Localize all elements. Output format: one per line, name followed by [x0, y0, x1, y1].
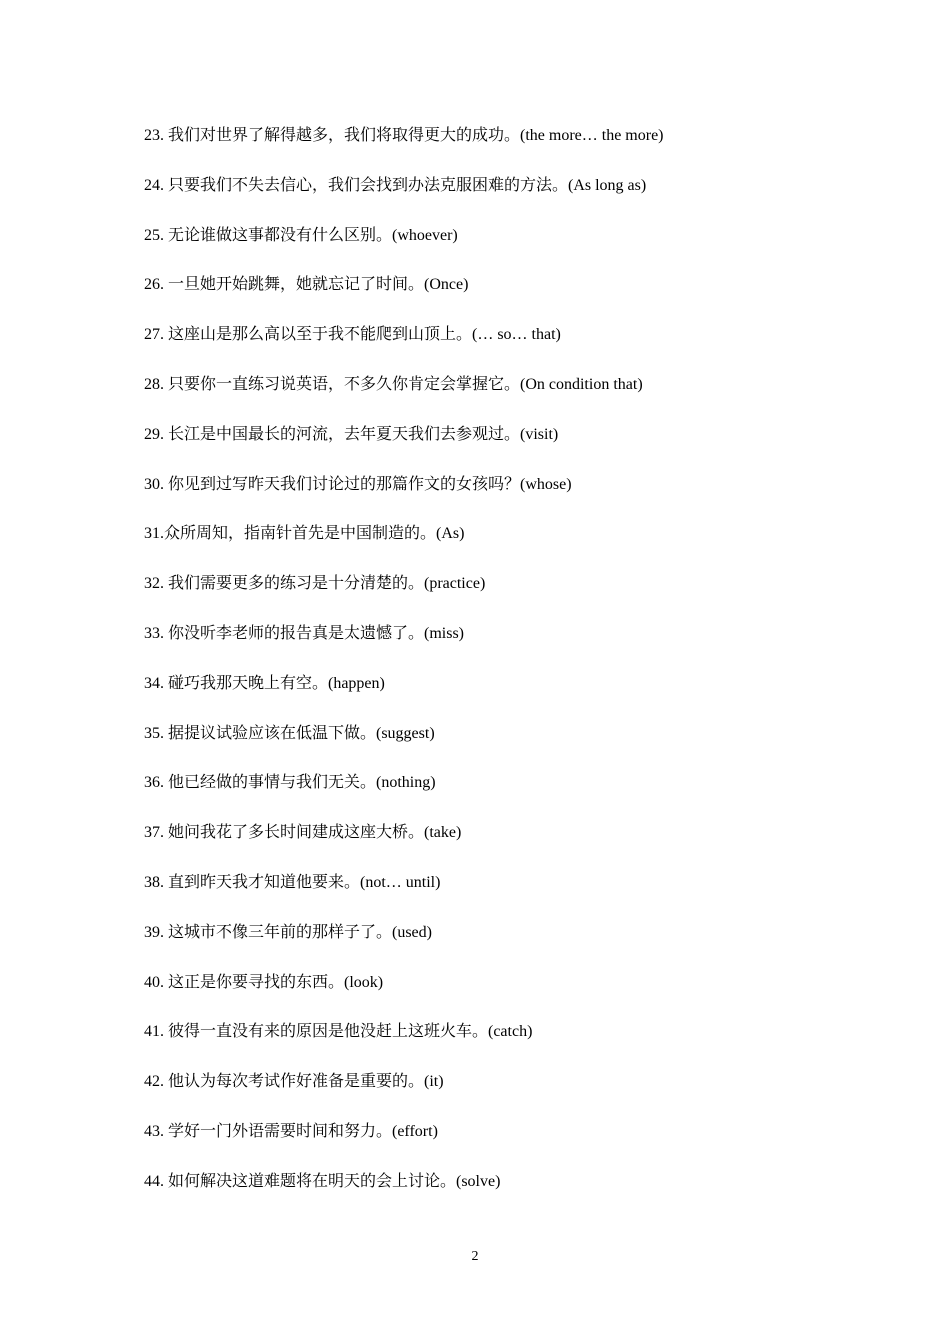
exercise-item-39: 39. 这城市不像三年前的那样子了。(used) — [144, 923, 432, 941]
exercise-item-37: 37. 她问我花了多长时间建成这座大桥。(take) — [144, 824, 462, 842]
exercise-list — [144, 124, 844, 1220]
exercise-item-35: 35. 据提议试验应该在低温下做。(suggest) — [144, 724, 435, 742]
page-number: 2 — [471, 1249, 479, 1264]
exercise-item-40: 40. 这正是你要寻找的东西。(look) — [144, 973, 384, 991]
exercise-item-26: 26. 一旦她开始跳舞，她就忘记了时间。(Once) — [144, 276, 469, 294]
exercise-item-34: 34. 碰巧我那天晚上有空。(happen) — [144, 674, 385, 692]
exercise-item-38: 38. 直到昨天我才知道他要来。(not… until) — [144, 873, 441, 891]
exercise-item-44: 44. 如何解决这道难题将在明天的会上讨论。(solve) — [144, 1172, 501, 1190]
exercise-item-43: 43. 学好一门外语需要时间和努力。(effort) — [144, 1122, 438, 1140]
exercise-item-33: 33. 你没听李老师的报告真是太遗憾了。(miss) — [144, 624, 465, 642]
exercise-item-23: 23. 我们对世界了解得越多，我们将取得更大的成功。(the more… the more) — [144, 127, 664, 144]
exercise-item-31: 31.众所周知，指南针首先是中国制造的。(As) — [144, 525, 465, 543]
exercise-item-30: 30. 你见到过写昨天我们讨论过的那篇作文的女孩吗？(whose) — [144, 475, 572, 493]
exercise-item-24: 24. 只要我们不失去信心，我们会找到办法克服困难的方法。(As long as) — [144, 176, 647, 194]
exercise-item-25: 25. 无论谁做这事都没有什么区别。(whoever) — [144, 226, 458, 244]
exercise-item-41: 41. 彼得一直没有来的原因是他没赶上这班火车。(catch) — [144, 1023, 533, 1041]
exercise-item-28: 28. 只要你一直练习说英语，不多久你肯定会掌握它。(On condition that) — [144, 375, 643, 393]
exercise-item-32: 32. 我们需要更多的练习是十分清楚的。(practice) — [144, 575, 486, 593]
exercise-item-42: 42. 他认为每次考试作好准备是重要的。(it) — [144, 1073, 444, 1091]
exercise-item-27: 27. 这座山是那么高以至于我不能爬到山顶上。(… so… that) — [144, 326, 561, 344]
exercise-item-29: 29. 长江是中国最长的河流，去年夏天我们去参观过。(visit) — [144, 425, 559, 443]
exercise-item-36: 36. 他已经做的事情与我们无关。(nothing) — [144, 774, 436, 792]
